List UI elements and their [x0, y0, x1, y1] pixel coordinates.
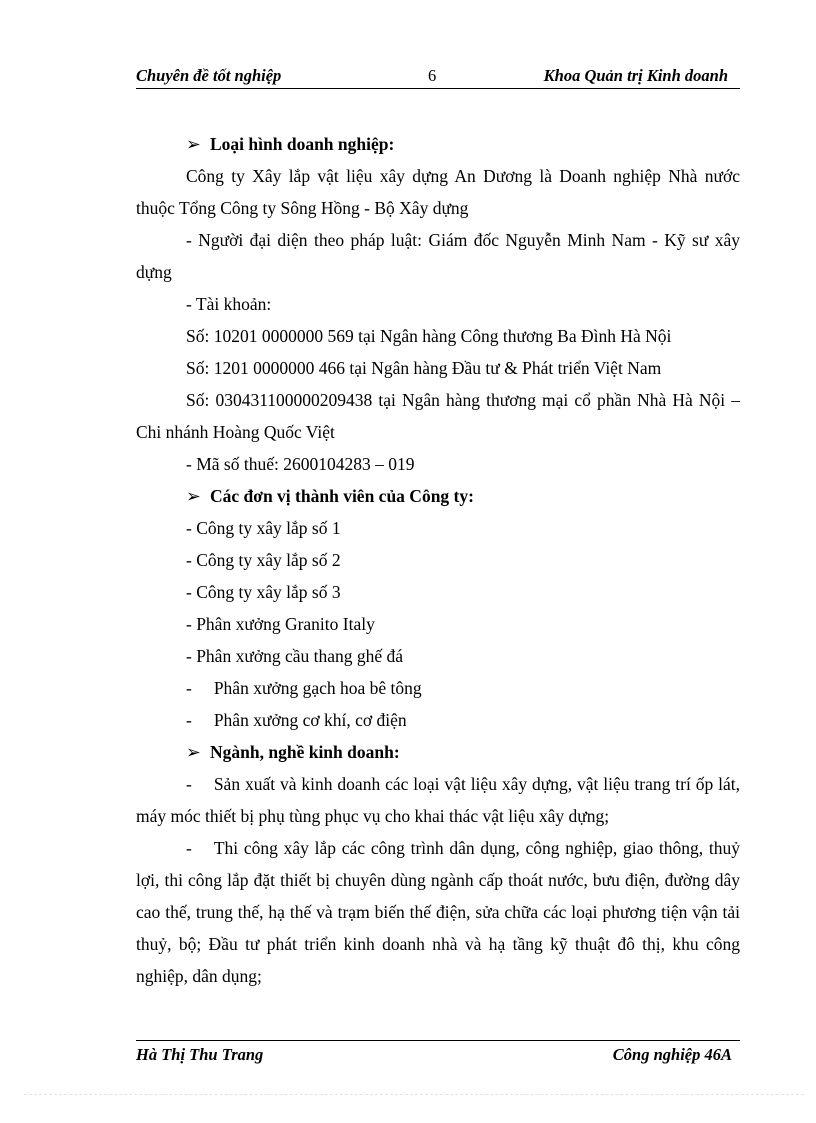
page-header — [136, 64, 740, 89]
header-title: Chuyên đề tốt nghiệp — [136, 66, 282, 85]
footer-class: Công nghiệp 46A — [612, 1045, 732, 1064]
member-item: - Công ty xây lắp số 2 — [186, 550, 341, 570]
legal-representative: - Người đại diện theo pháp luật: Giám đốc Nguyễn Minh Nam - Kỹ sư xây dựng — [136, 230, 740, 282]
dash-bullet: - — [186, 838, 192, 858]
dash-bullet: - — [186, 774, 192, 794]
page-footer — [136, 1040, 740, 1069]
member-item: - Công ty xây lắp số 1 — [186, 518, 341, 538]
page-number: 6 — [428, 66, 437, 85]
footer-author: Hà Thị Thu Trang — [136, 1045, 264, 1064]
member-item: - Công ty xây lắp số 3 — [186, 582, 341, 602]
member-item-dashed: - Phân xưởng cơ khí, cơ điện — [186, 710, 407, 730]
page-edge-divider — [24, 1094, 804, 1095]
member-item: - Phân xưởng Granito Italy — [186, 614, 375, 634]
business-line-1: - Sản xuất và kinh doanh các loại vật liệu xây dựng, vật liệu trang trí ốp lát, máy móc thiết bị phụ tùng phục vụ cho khai thác vật liệu xây dựng; — [136, 774, 740, 826]
tax-code: - Mã số thuế: 2600104283 – 019 — [186, 454, 415, 474]
accounts-label: - Tài khoản: — [186, 294, 272, 314]
section-heading-company-type: ➢ Loại hình doanh nghiệp: — [136, 128, 740, 160]
company-description: Công ty Xây lắp vật liệu xây dựng An Dương là Doanh nghiệp Nhà nước thuộc Tổng Công ty Sông Hồng - Bộ Xây dựng — [136, 166, 740, 218]
member-item: - Phân xưởng cầu thang ghế đá — [186, 646, 404, 666]
account-2: Số: 1201 0000000 466 tại Ngân hàng Đầu tư & Phát triển Việt Nam — [186, 358, 662, 378]
account-3: Số: 030431100000209438 tại Ngân hàng thương mại cổ phần Nhà Hà Nội – Chi nhánh Hoàng Quốc Việt — [136, 390, 740, 442]
dash-bullet: - — [186, 710, 192, 730]
member-item-dashed: - Phân xưởng gạch hoa bê tông — [186, 678, 422, 698]
section-heading-members: ➢ Các đơn vị thành viên của Công ty: — [136, 480, 740, 512]
arrow-bullet-icon: ➢ — [186, 134, 201, 154]
header-department: Khoa Quản trị Kinh doanh — [543, 66, 728, 85]
section-heading-business: ➢ Ngành, nghề kinh doanh: — [136, 736, 740, 768]
document-body — [136, 128, 740, 992]
arrow-bullet-icon: ➢ — [186, 486, 201, 506]
business-line-2: - Thi công xây lắp các công trình dân dụng, công nghiệp, giao thông, thuỷ lợi, thi công lắp đặt thiết bị chuyên dùng ngành cấp thoát nước, bưu điện, đường dây cao thế, trung thế, hạ thế và trạm biến thế điện, sửa chữa các loại phương tiện vận tải thuỷ, bộ; Đầu tư phát triển kinh doanh nhà và hạ tầng kỹ thuật đô thị, khu công nghiệp, dân dụng; — [136, 838, 740, 986]
arrow-bullet-icon: ➢ — [186, 742, 201, 762]
account-1: Số: 10201 0000000 569 tại Ngân hàng Công thương Ba Đình Hà Nội — [186, 326, 672, 346]
dash-bullet: - — [186, 678, 192, 698]
